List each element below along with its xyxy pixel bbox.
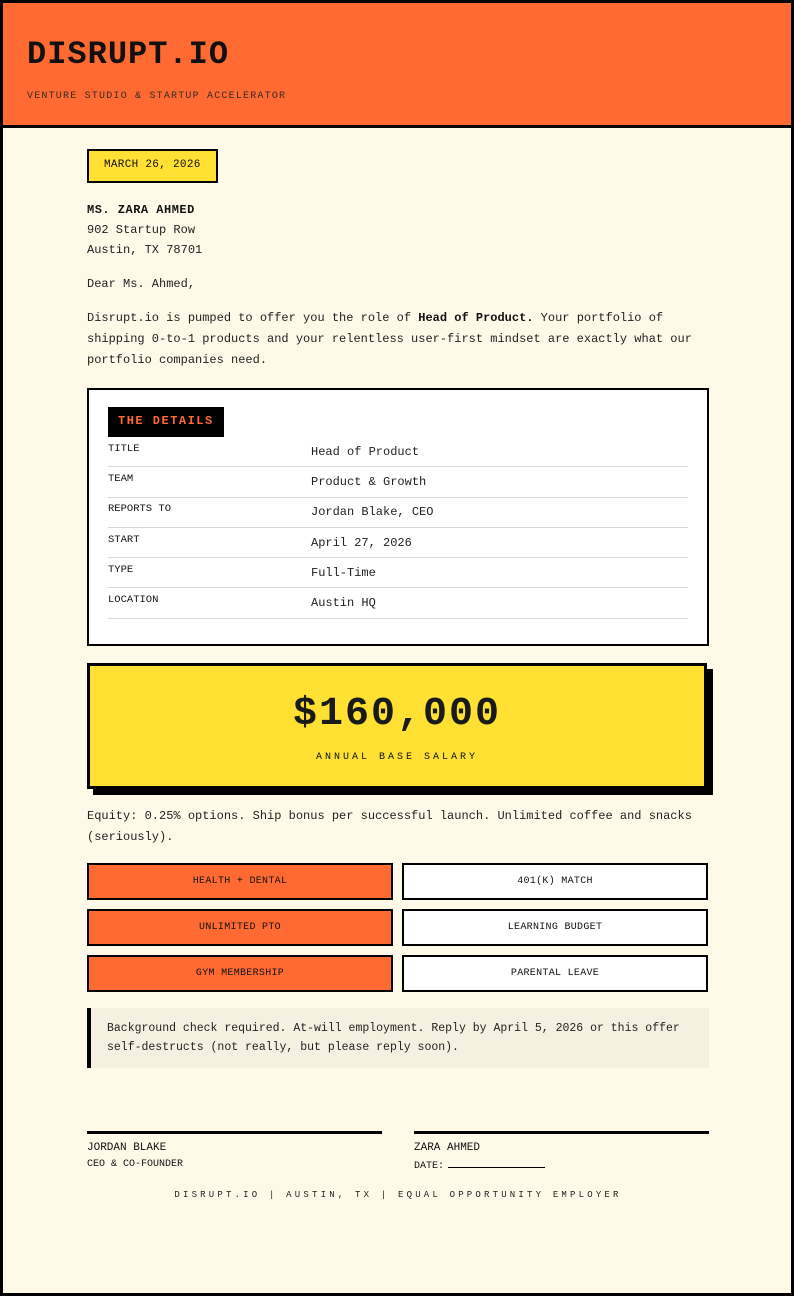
letter-body <box>87 149 709 1200</box>
salary-caption: ANNUAL BASE SALARY <box>315 752 479 763</box>
signer-role: CEO & CO-FOUNDER <box>87 1159 184 1170</box>
benefit-tag: UNLIMITED PTO <box>87 909 393 946</box>
equity-paragraph: Equity: 0.25% options. Ship bonus per successful launch. Unlimited coffee and snacks (seriously). <box>87 809 692 844</box>
recipient-name: MS. ZARA AHMED <box>87 203 195 217</box>
benefit-tag: GYM MEMBERSHIP <box>87 955 393 992</box>
detail-label: TITLE <box>108 442 140 455</box>
detail-row <box>108 528 688 558</box>
recipient-address-line2: Austin, TX 78701 <box>87 243 203 257</box>
detail-label: TYPE <box>108 563 134 576</box>
date-blank-line <box>448 1159 545 1168</box>
intro-text-after: Your portfolio of shipping 0-to-1 products and your relentless user-first mindset are exactly what our portfolio companies need. <box>87 311 692 367</box>
benefit-tag: PARENTAL LEAVE <box>402 955 708 992</box>
signature-left <box>87 1131 382 1172</box>
intro-text-before: Disrupt.io is pumped to offer you the role of <box>87 311 419 325</box>
letter-footer: DISRUPT.IO | AUSTIN, TX | EQUAL OPPORTUNITY EMPLOYER <box>174 1190 622 1200</box>
detail-value: April 27, 2026 <box>311 535 412 550</box>
intro-paragraph <box>87 308 709 371</box>
detail-row <box>108 437 688 467</box>
salary-box <box>87 663 707 789</box>
company-tagline: VENTURE STUDIO & STARTUP ACCELERATOR <box>27 91 287 102</box>
detail-row <box>108 588 688 618</box>
detail-label: REPORTS TO <box>108 503 172 516</box>
date-badge: MARCH 26, 2026 <box>87 149 218 183</box>
detail-row <box>108 467 688 497</box>
signature-right <box>414 1131 709 1172</box>
detail-value: Austin HQ <box>311 596 376 611</box>
company-brand: DISRUPT.IO <box>27 36 230 73</box>
detail-label: START <box>108 533 140 546</box>
greeting: Dear Ms. Ahmed, <box>87 277 196 291</box>
signature-block <box>87 1131 709 1172</box>
benefit-tag: LEARNING BUDGET <box>402 909 708 946</box>
benefits-grid <box>87 863 709 992</box>
benefit-tag: HEALTH + DENTAL <box>87 863 393 900</box>
signer-name: JORDAN BLAKE <box>87 1142 167 1154</box>
date-field <box>414 1159 709 1172</box>
detail-value: Jordan Blake, CEO <box>311 505 434 520</box>
recipient-block <box>87 200 709 260</box>
benefit-tag: 401(K) MATCH <box>402 863 708 900</box>
detail-value: Head of Product <box>311 444 420 459</box>
terms-note: Background check required. At-will employment. Reply by April 5, 2026 or this offer self-destructs (not really, but please reply soon). <box>87 1008 709 1068</box>
detail-label: LOCATION <box>108 594 159 607</box>
detail-row <box>108 498 688 528</box>
detail-value: Full-Time <box>311 565 376 580</box>
detail-label: TEAM <box>108 472 134 485</box>
date-label: DATE: <box>414 1161 445 1172</box>
salary-amount: $160,000 <box>292 692 502 737</box>
details-card <box>87 388 709 646</box>
detail-value: Product & Growth <box>311 474 427 489</box>
intro-role: Head of Product. <box>418 311 534 325</box>
letterhead <box>3 3 791 128</box>
recipient-address-line1: 902 Startup Row <box>87 223 196 237</box>
recipient-signature-name: ZARA AHMED <box>414 1142 481 1154</box>
detail-row <box>108 558 688 588</box>
details-heading: THE DETAILS <box>108 407 224 437</box>
